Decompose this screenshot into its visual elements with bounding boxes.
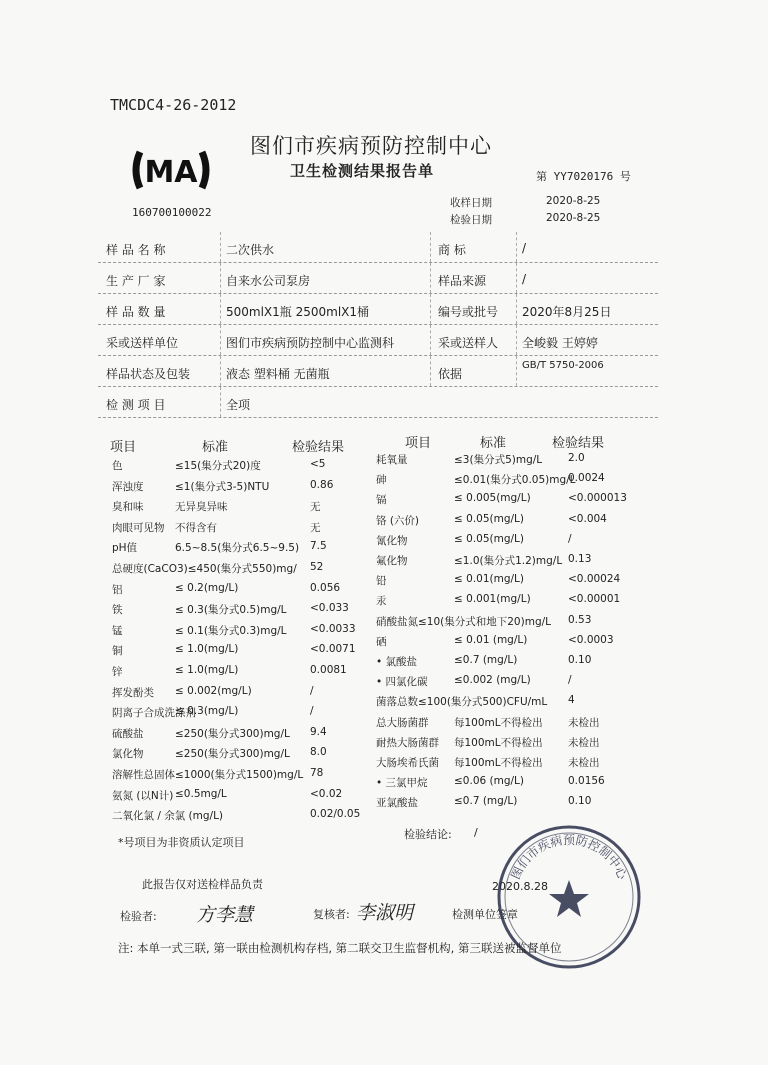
result-standard: ≤ 0.3(集分式0.5)mg/L — [175, 604, 287, 617]
result-standard: 每100mL不得检出 — [454, 716, 543, 729]
result-item: 大肠埃希氏菌 — [376, 757, 439, 769]
report-title: 卫生检测结果报告单 — [290, 162, 435, 180]
result-standard: ≤0.7 (mg/L) — [454, 654, 518, 666]
result-item: 汞 — [376, 595, 387, 608]
result-standard: ≤ 0.1(集分式0.3)mg/L — [175, 624, 287, 637]
result-standard: 6.5~8.5(集分式6.5~9.5) — [175, 542, 300, 555]
result-standard: 每100mL不得检出 — [454, 736, 543, 749]
result-standard: ≤1.0(集分式1.2)mg/L — [454, 555, 563, 567]
result-standard: ≤ 0.3(mg/L) — [175, 705, 239, 718]
result-item: 氯化物 — [112, 748, 144, 761]
result-standard: ≤ 0.05(mg/L) — [454, 532, 524, 545]
result-result: <0.0033 — [310, 622, 356, 635]
result-item: 铅 — [376, 575, 387, 588]
sample-source-label: 样品来源 — [438, 274, 487, 288]
sample-name-label: 样 品 名 称 — [106, 243, 166, 257]
conclusion-value: / — [474, 826, 478, 839]
result-result: 无 — [310, 501, 321, 514]
result-item: 铬 (六价) — [376, 514, 420, 527]
manufacturer-label: 生 产 厂 家 — [106, 274, 166, 288]
result-item: 阴离子合成洗涤剂 — [112, 707, 196, 720]
result-item: pH值 — [112, 542, 138, 555]
right-header-standard: 标准 — [480, 436, 507, 451]
result-item: 臭和味 — [112, 501, 144, 514]
result-item: 锌 — [112, 666, 123, 678]
result-result: <0.00001 — [568, 593, 621, 606]
result-result: 0.0024 — [568, 472, 605, 485]
sample-info-table — [98, 232, 658, 418]
result-item: 菌落总数≤100(集分式500)CFU/mL — [376, 696, 548, 709]
result-item: 挥发酚类 — [112, 686, 154, 699]
result-result: <5 — [310, 458, 326, 470]
result-item: 亚氯酸盐 — [376, 797, 418, 810]
result-item: 总大肠菌群 — [376, 716, 429, 729]
result-item: • 三氯甲烷 — [376, 777, 428, 790]
result-standard: ≤250(集分式300)mg/L — [175, 727, 290, 740]
batch-value: 2020年8月25日 — [522, 305, 612, 319]
reviewer-signature: 李淑明 — [356, 902, 414, 924]
result-result: 未检出 — [568, 716, 600, 729]
result-item: 耗氧量 — [376, 454, 408, 466]
info-row-quantity — [98, 294, 658, 325]
result-item: 氰化物 — [376, 534, 408, 547]
left-header-result: 检验结果 — [292, 440, 345, 455]
info-row-state — [98, 356, 658, 387]
receive-date-label: 收样日期 — [450, 197, 492, 209]
state-label: 样品状态及包装 — [106, 367, 191, 381]
result-result: 7.5 — [310, 540, 327, 553]
test-date-label: 检验日期 — [450, 214, 492, 226]
result-result: <0.02 — [310, 787, 343, 800]
result-result: <0.0003 — [568, 633, 614, 646]
result-item: 硝酸盐氮≤10(集分式和地下20)mg/L — [376, 615, 551, 628]
result-item: 氨氮 (以N计) — [112, 789, 174, 802]
result-result: 0.056 — [310, 581, 341, 594]
result-item: 肉眼可见物 — [112, 521, 165, 534]
result-item: 浑浊度 — [112, 480, 144, 493]
inspector-signature: 方李慧 — [196, 904, 254, 926]
info-row-sender — [98, 325, 658, 356]
result-standard: ≤ 1.0(mg/L) — [175, 643, 239, 656]
items-label: 检 测 项 目 — [106, 398, 166, 412]
result-item: 铝 — [112, 583, 123, 596]
result-standard: 不得含有 — [175, 521, 217, 534]
result-standard: ≤ 0.001(mg/L) — [454, 593, 531, 606]
result-item: 溶解性总固体≤1000(集分式1500)mg/L — [112, 769, 304, 781]
report-number: 第 YY7020176 号 — [536, 170, 631, 183]
result-result: 未检出 — [568, 757, 600, 769]
result-result: / — [568, 674, 572, 687]
result-item: 色 — [112, 460, 123, 472]
result-standard: ≤ 0.2(mg/L) — [175, 581, 239, 594]
manufacturer-value: 自来水公司泵房 — [226, 274, 311, 288]
result-result: / — [568, 532, 572, 545]
sender-value: 全峻毅 王婷婷 — [522, 336, 598, 350]
result-result: 78 — [310, 767, 324, 779]
receive-date-value: 2020-8-25 — [546, 195, 601, 207]
result-item: 铜 — [112, 645, 123, 658]
result-result: 52 — [310, 561, 324, 573]
document-code: TMCDC4-26-2012 — [110, 96, 237, 114]
sample-name-value: 二次供水 — [226, 243, 275, 257]
left-header-standard: 标准 — [202, 440, 229, 455]
cma-logo-icon — [130, 146, 212, 194]
result-result: 0.10 — [568, 795, 592, 808]
result-item: • 四氯化碳 — [376, 676, 428, 689]
result-standard: ≤ 0.005(mg/L) — [454, 492, 531, 505]
unit-seal-label: 检测单位签章 — [452, 908, 518, 921]
result-standard: ≤ 0.05(mg/L) — [454, 512, 524, 525]
result-item: 硒 — [376, 635, 387, 648]
trademark-value: / — [522, 241, 527, 255]
result-result: 0.02/0.05 — [310, 808, 361, 821]
result-standard: ≤ 0.01 (mg/L) — [454, 633, 528, 646]
result-standard: ≤0.7 (mg/L) — [454, 795, 518, 808]
result-result: 0.13 — [568, 553, 592, 565]
non-qualified-note: *号项目为非资质认定项目 — [118, 836, 245, 849]
quantity-value: 500mlX1瓶 2500mlX1桶 — [226, 305, 370, 319]
result-standard: ≤ 0.01(mg/L) — [454, 573, 524, 586]
batch-label: 编号或批号 — [438, 305, 499, 319]
basis-label: 依据 — [438, 367, 463, 381]
result-result: <0.004 — [568, 512, 607, 525]
result-standard: ≤1(集分式3-5)NTU — [175, 480, 270, 493]
result-standard: ≤ 1.0(mg/L) — [175, 664, 239, 676]
result-result: / — [310, 705, 314, 718]
info-row-name — [98, 232, 658, 263]
info-row-manufacturer — [98, 263, 658, 294]
result-standard: 无异臭异味 — [175, 501, 228, 514]
result-result: 无 — [310, 521, 321, 534]
result-result: 4 — [568, 694, 575, 707]
result-item: 耐热大肠菌群 — [376, 736, 439, 749]
result-standard: ≤250(集分式300)mg/L — [175, 748, 290, 761]
result-result: 未检出 — [568, 736, 600, 749]
result-result: 0.86 — [310, 478, 334, 491]
result-standard: ≤3(集分式5)mg/L — [454, 454, 543, 466]
result-result: 0.0081 — [310, 664, 347, 676]
basis-value: GB/T 5750-2006 — [522, 360, 604, 371]
state-value: 液态 塑料桶 无菌瓶 — [226, 367, 330, 381]
result-result: / — [310, 684, 314, 697]
result-item: 铁 — [112, 604, 123, 617]
sender-unit-value: 图们市疾病预防控制中心监测科 — [226, 336, 395, 350]
result-result: <0.000013 — [568, 492, 627, 505]
footer-note: 注: 本单一式三联, 第一联由检测机构存档, 第二联交卫生监督机构, 第三联送被监督单位 — [118, 941, 562, 955]
left-header-item: 项目 — [110, 440, 137, 455]
result-item: 镉 — [376, 494, 387, 507]
test-date-value: 2020-8-25 — [546, 212, 601, 224]
result-result: <0.00024 — [568, 573, 621, 586]
result-standard: ≤0.01(集分式0.05)mg/L — [454, 474, 576, 487]
result-result: 2.0 — [568, 452, 585, 464]
right-header-result: 检验结果 — [552, 436, 605, 451]
info-row-items — [98, 387, 658, 418]
result-item: 二氧化氯 / 余氯 (mg/L) — [112, 810, 224, 823]
result-standard: ≤0.06 (mg/L) — [454, 775, 524, 788]
result-standard: 每100mL不得检出 — [454, 757, 543, 769]
result-result: <0.033 — [310, 602, 349, 615]
result-standard: ≤0.5mg/L — [175, 787, 227, 800]
sign-date: 2020.8.28 — [492, 880, 548, 893]
items-value: 全项 — [226, 398, 251, 412]
result-result: 0.0156 — [568, 775, 605, 788]
sender-unit-label: 采或送样单位 — [106, 336, 179, 350]
sender-label: 采或送样人 — [438, 336, 499, 350]
org-name: 图们市疾病预防控制中心 — [250, 134, 492, 158]
result-item: 锰 — [112, 624, 123, 637]
result-item: • 氯酸盐 — [376, 656, 418, 668]
result-item: 砷 — [376, 474, 387, 487]
sample-source-value: / — [522, 272, 527, 286]
result-result: <0.0071 — [310, 643, 356, 656]
result-item: 氟化物 — [376, 555, 408, 567]
result-item: 总硬度(CaCO3)≤450(集分式550)mg/ — [112, 563, 297, 575]
result-result: 0.53 — [568, 613, 592, 626]
reviewer-label: 复核者: — [313, 908, 350, 921]
stamp-text: 图们市疾病预防控制中心 — [508, 833, 630, 882]
result-standard: ≤ 0.002(mg/L) — [175, 684, 252, 697]
result-item: 硫酸盐 — [112, 727, 144, 740]
result-standard: ≤15(集分式20)度 — [175, 460, 261, 472]
conclusion-label: 检验结论: — [404, 828, 452, 841]
result-standard: ≤0.002 (mg/L) — [454, 674, 531, 687]
logo-text: MA — [144, 155, 198, 190]
certificate-number: 160700100022 — [132, 206, 212, 219]
result-result: 8.0 — [310, 746, 327, 759]
disclaimer: 此报告仅对送检样品负责 — [142, 878, 263, 891]
right-header-item: 项目 — [405, 436, 432, 451]
result-result: 9.4 — [310, 725, 327, 738]
result-result: 0.10 — [568, 654, 592, 666]
quantity-label: 样 品 数 量 — [106, 305, 166, 319]
trademark-label: 商 标 — [438, 243, 466, 257]
inspector-label: 检验者: — [120, 910, 157, 923]
